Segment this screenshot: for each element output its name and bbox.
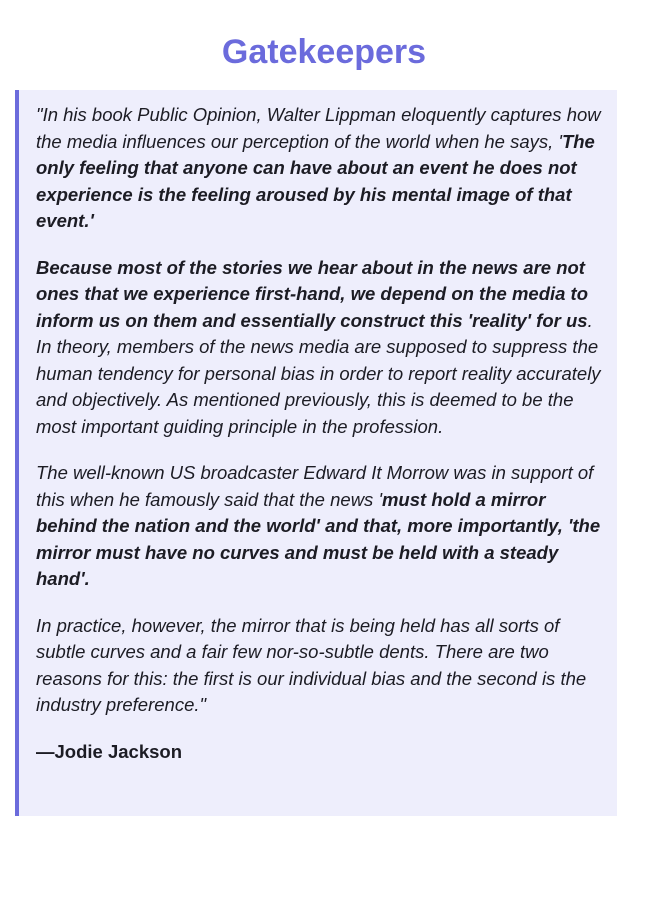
quote-paragraph-4 [36, 613, 601, 719]
quote-emphasis: Because most of the stories we hear about in the news are not ones that we experience first-hand, we depend on the media to inform us on them and essentially construct this 'reality' for us [36, 256, 589, 331]
quote-paragraph-1 [36, 102, 601, 235]
blockquote [15, 90, 617, 816]
quote-author: —Jodie Jackson [36, 740, 183, 762]
page-title: Gatekeepers [221, 33, 427, 71]
quote-text: "In his book Public Opinion, Walter Lippman eloquently captures how the media influences our perception of the world when he says, ' [36, 104, 601, 152]
quote-paragraph-2 [36, 255, 601, 441]
quote-emphasis: The only feeling that anyone can have about an event he does not experience is the feeling aroused by his mental image of that event.' [36, 130, 595, 231]
quote-text: In practice, however, the mirror that is being held has all sorts of subtle curves and a fair few nor-so-subtle dents. There are two reasons for this: the first is our individual bias and the second is the industry preference." [36, 614, 587, 715]
quote-emphasis: must hold a mirror behind the nation and the world' and that, more importantly, 'the mirror must have no curves and must be held with a steady hand'. [36, 488, 601, 589]
quote-text: The well-known US broadcaster Edward It Morrow was in support of this when he famously said that the news ' [36, 462, 594, 510]
quote-text: . In theory, members of the news media are supposed to suppress the human tendency for personal bias in order to report reality accurately and objectively. As mentioned previously, this is deemed to be the most important guiding principle in the profession. [36, 309, 601, 437]
quote-paragraph-3 [36, 460, 601, 593]
